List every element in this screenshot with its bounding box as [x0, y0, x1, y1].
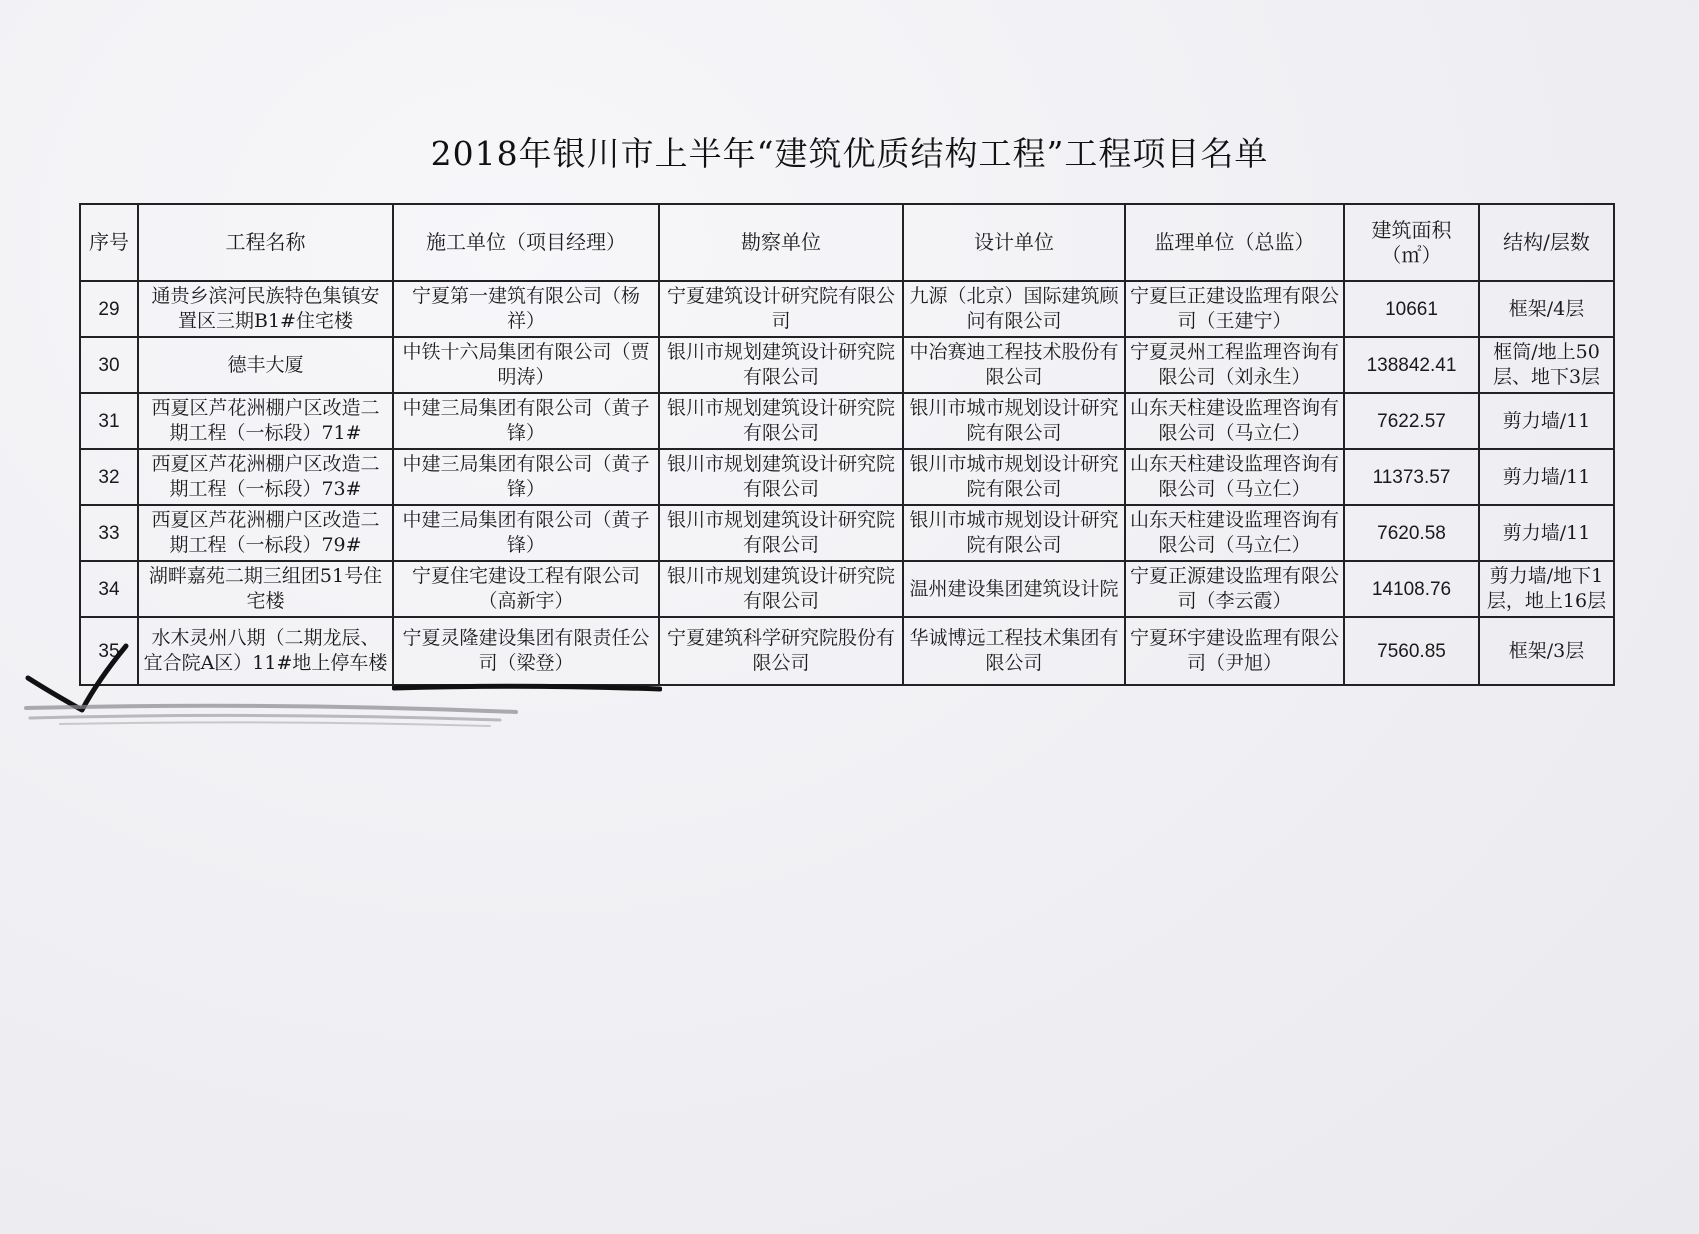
cell-design-unit: 银川市城市规划设计研究院有限公司	[903, 505, 1125, 561]
table-row	[80, 561, 1614, 617]
cell-contractor: 宁夏灵隆建设集团有限责任公司（梁登）	[393, 617, 659, 685]
cell-structure: 剪力墙/地下1层，地上16层	[1479, 561, 1614, 617]
cell-structure: 框架/3层	[1479, 617, 1614, 685]
cell-project-name: 西夏区芦花洲棚户区改造二期工程（一标段）79#	[138, 505, 393, 561]
cell-supervisor: 山东天柱建设监理咨询有限公司（马立仁）	[1125, 393, 1344, 449]
cell-seq: 29	[80, 281, 138, 337]
cell-design-unit: 华诚博远工程技术集团有限公司	[903, 617, 1125, 685]
header-area: 建筑面积（㎡）	[1344, 204, 1479, 281]
cell-seq: 30	[80, 337, 138, 393]
cell-contractor: 宁夏住宅建设工程有限公司（高新宇）	[393, 561, 659, 617]
cell-contractor: 中铁十六局集团有限公司（贾明涛）	[393, 337, 659, 393]
cell-design-unit: 中冶赛迪工程技术股份有限公司	[903, 337, 1125, 393]
cell-project-name: 湖畔嘉苑二期三组团51号住宅楼	[138, 561, 393, 617]
cell-design-unit: 银川市城市规划设计研究院有限公司	[903, 393, 1125, 449]
cell-seq: 33	[80, 505, 138, 561]
header-supervisor: 监理单位（总监）	[1125, 204, 1344, 281]
cell-survey-unit: 银川市规划建筑设计研究院有限公司	[659, 393, 903, 449]
cell-project-name: 德丰大厦	[138, 337, 393, 393]
cell-area: 138842.41	[1344, 337, 1479, 393]
cell-project-name: 西夏区芦花洲棚户区改造二期工程（一标段）73#	[138, 449, 393, 505]
cell-supervisor: 山东天柱建设监理咨询有限公司（马立仁）	[1125, 449, 1344, 505]
cell-supervisor: 宁夏灵州工程监理咨询有限公司（刘永生）	[1125, 337, 1344, 393]
cell-seq: 31	[80, 393, 138, 449]
cell-area: 7560.85	[1344, 617, 1479, 685]
cell-project-name: 通贵乡滨河民族特色集镇安置区三期B1#住宅楼	[138, 281, 393, 337]
cell-seq: 32	[80, 449, 138, 505]
cell-seq: 34	[80, 561, 138, 617]
cell-area: 14108.76	[1344, 561, 1479, 617]
header-design-unit: 设计单位	[903, 204, 1125, 281]
cell-seq: 35	[80, 617, 138, 685]
cell-structure: 剪力墙/11	[1479, 449, 1614, 505]
cell-structure: 框架/4层	[1479, 281, 1614, 337]
cell-area: 7622.57	[1344, 393, 1479, 449]
table-row	[80, 393, 1614, 449]
cell-contractor: 中建三局集团有限公司（黄子锋）	[393, 393, 659, 449]
table-row	[80, 337, 1614, 393]
cell-survey-unit: 银川市规划建筑设计研究院有限公司	[659, 337, 903, 393]
cell-contractor: 中建三局集团有限公司（黄子锋）	[393, 449, 659, 505]
cell-supervisor: 宁夏环宇建设监理有限公司（尹旭）	[1125, 617, 1344, 685]
cell-survey-unit: 宁夏建筑设计研究院有限公司	[659, 281, 903, 337]
cell-structure: 剪力墙/11	[1479, 505, 1614, 561]
cell-survey-unit: 银川市规划建筑设计研究院有限公司	[659, 449, 903, 505]
cell-area: 10661	[1344, 281, 1479, 337]
header-structure: 结构/层数	[1479, 204, 1614, 281]
cell-survey-unit: 银川市规划建筑设计研究院有限公司	[659, 561, 903, 617]
cell-area: 7620.58	[1344, 505, 1479, 561]
cell-structure: 剪力墙/11	[1479, 393, 1614, 449]
cell-supervisor: 宁夏巨正建设监理有限公司（王建宁）	[1125, 281, 1344, 337]
cell-design-unit: 银川市城市规划设计研究院有限公司	[903, 449, 1125, 505]
header-survey-unit: 勘察单位	[659, 204, 903, 281]
table-row	[80, 505, 1614, 561]
cell-structure: 框筒/地上50层、地下3层	[1479, 337, 1614, 393]
header-contractor: 施工单位（项目经理）	[393, 204, 659, 281]
cell-survey-unit: 银川市规划建筑设计研究院有限公司	[659, 505, 903, 561]
document-title: 2018年银川市上半年“建筑优质结构工程”工程项目名单	[430, 134, 1269, 173]
cell-contractor: 宁夏第一建筑有限公司（杨祥）	[393, 281, 659, 337]
cell-survey-unit: 宁夏建筑科学研究院股份有限公司	[659, 617, 903, 685]
cell-contractor: 中建三局集团有限公司（黄子锋）	[393, 505, 659, 561]
cell-design-unit: 温州建设集团建筑设计院	[903, 561, 1125, 617]
table-row	[80, 449, 1614, 505]
cell-supervisor: 宁夏正源建设监理有限公司（李云霞）	[1125, 561, 1344, 617]
header-seq: 序号	[80, 204, 138, 281]
header-project-name: 工程名称	[138, 204, 393, 281]
cell-project-name: 水木灵州八期（二期龙辰、宜合院A区）11#地上停车楼	[138, 617, 393, 685]
cell-area: 11373.57	[1344, 449, 1479, 505]
table-header-row	[80, 204, 1614, 281]
cell-supervisor: 山东天柱建设监理咨询有限公司（马立仁）	[1125, 505, 1344, 561]
project-table	[79, 203, 1615, 686]
cell-design-unit: 九源（北京）国际建筑顾问有限公司	[903, 281, 1125, 337]
table-row	[80, 617, 1614, 685]
cell-project-name: 西夏区芦花洲棚户区改造二期工程（一标段）71#	[138, 393, 393, 449]
table-row	[80, 281, 1614, 337]
